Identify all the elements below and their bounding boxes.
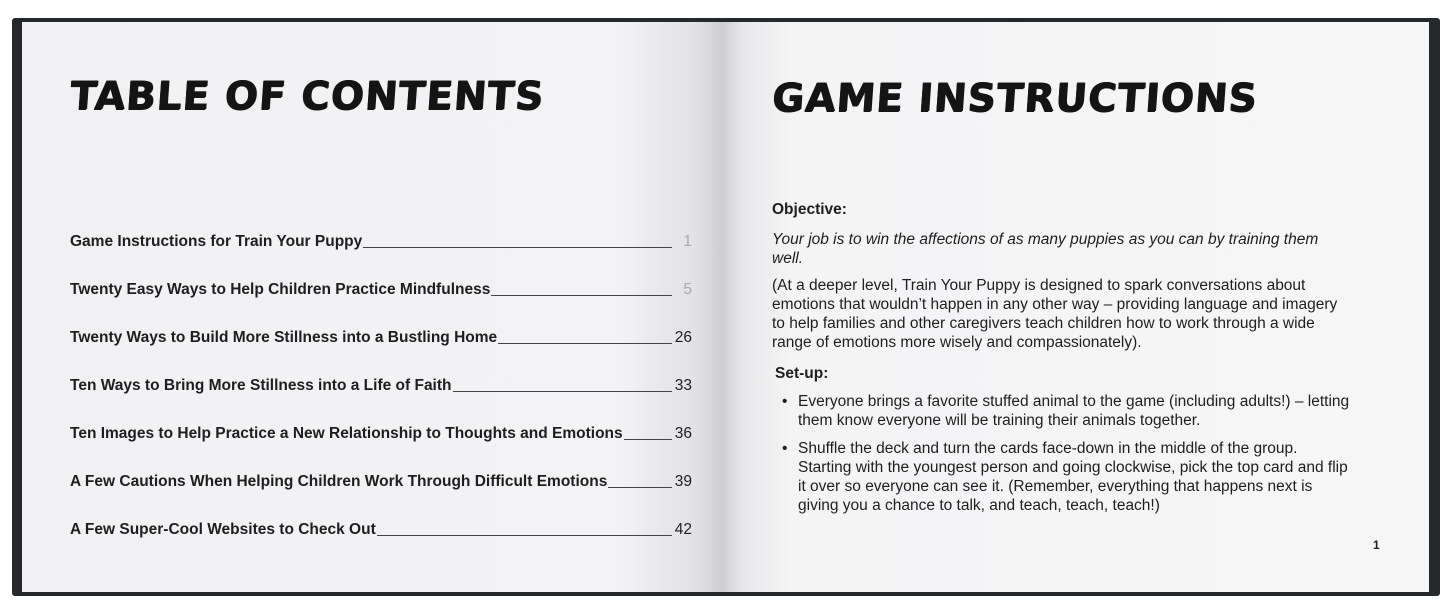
toc-leader-line — [608, 487, 672, 488]
toc-entry-page: 36 — [674, 425, 692, 442]
toc-leader-line — [453, 391, 673, 392]
toc-entry[interactable] — [70, 503, 692, 551]
bullet-icon: • — [782, 440, 788, 457]
toc-entry-title: A Few Cautions When Helping Children Work Through Difficult Emotions — [70, 473, 608, 490]
objective-note: (At a deeper level, Train Your Puppy is designed to spark conversations about emotions that wouldn’t happen in any other way – providing language and imagery to help families and other caregivers teach children how to work through a wide range of emotions more wisely and compassionately). — [772, 277, 1338, 351]
setup-label: Set-up: — [775, 365, 829, 382]
toc-entry-title: Ten Ways to Bring More Stillness into a Life of Faith — [70, 377, 452, 394]
list-item — [772, 392, 1352, 430]
right-page — [722, 22, 1429, 592]
toc-heading: TABLE OF CONTENTS — [68, 74, 546, 119]
toc-entry-page: 33 — [674, 377, 692, 394]
toc-leader-line — [377, 535, 672, 536]
toc-entry[interactable] — [70, 215, 692, 263]
toc-entry[interactable] — [70, 311, 692, 359]
toc-leader-line — [491, 295, 672, 296]
left-page — [22, 22, 722, 592]
objective-text: Your job is to win the affections of as many puppies as you can by training them well. — [772, 231, 1319, 267]
toc-entry-page: 26 — [674, 329, 692, 346]
objective-label: Objective: — [772, 201, 847, 218]
toc-entry-title: A Few Super-Cool Websites to Check Out — [70, 521, 376, 538]
toc-entry-title: Game Instructions for Train Your Puppy — [70, 233, 363, 250]
toc-entry-page: 1 — [683, 233, 692, 250]
toc-entry-title: Twenty Ways to Build More Stillness into a Bustling Home — [70, 329, 498, 346]
instructions-heading: GAME INSTRUCTIONS — [770, 76, 1259, 121]
toc-entry-page: 42 — [674, 521, 692, 538]
toc-leader-line — [498, 343, 672, 344]
bullet-icon: • — [782, 393, 788, 410]
setup-list — [772, 392, 1352, 515]
list-item — [772, 439, 1352, 515]
table-of-contents — [70, 215, 692, 551]
toc-entry[interactable] — [70, 407, 692, 455]
page-number: 1 — [1373, 538, 1380, 552]
toc-entry-page: 39 — [674, 473, 692, 490]
instructions-body — [772, 200, 1352, 524]
setup-item-text: Everyone brings a favorite stuffed animal to the game (including adults!) – letting them know everyone will be training their animals together. — [798, 393, 1350, 429]
toc-entry[interactable] — [70, 455, 692, 503]
toc-entry-title: Twenty Easy Ways to Help Children Practice Mindfulness — [70, 281, 491, 298]
toc-leader-line — [363, 247, 672, 248]
toc-entry-title: Ten Images to Help Practice a New Relationship to Thoughts and Emotions — [70, 425, 623, 442]
toc-leader-line — [624, 439, 672, 440]
toc-entry[interactable] — [70, 359, 692, 407]
setup-item-text: Shuffle the deck and turn the cards face-down in the middle of the group. Starting with the youngest person and going clockwise, pick the top card and flip it over so everyone can see it. (Remember, everything that happens next is giving you a chance to talk, and teach, teach, teach!) — [798, 440, 1348, 514]
toc-entry-page: 5 — [683, 281, 692, 298]
toc-entry[interactable] — [70, 263, 692, 311]
